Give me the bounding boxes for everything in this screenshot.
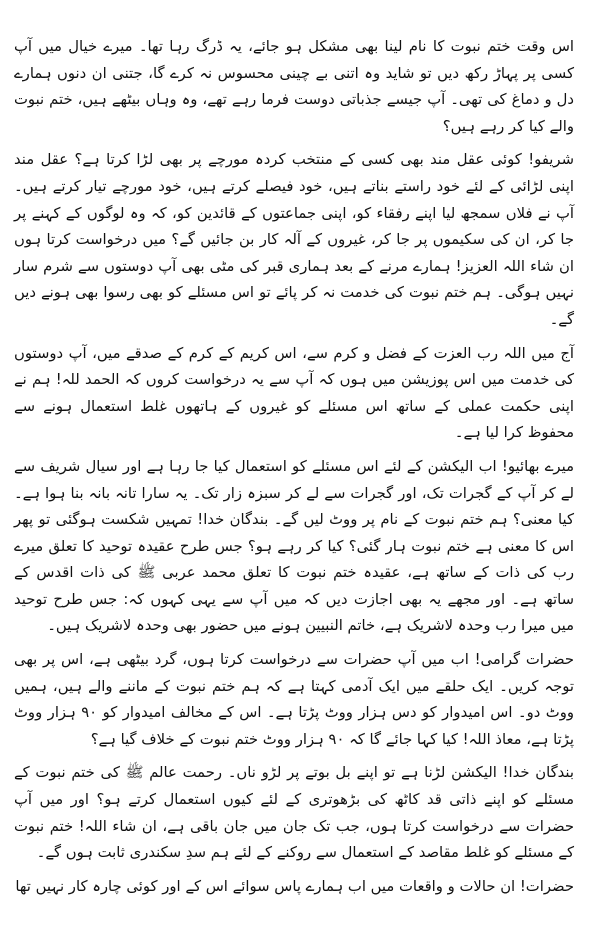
document-page bbox=[14, 34, 574, 907]
paragraph-7: حضرات! ان حالات و واقعات میں اب ہمارے پاس سوائے اس کے اور کوئی چارہ کار نہیں تھا bbox=[15, 877, 574, 895]
paragraph-6: بندگان خدا! الیکشن لڑنا ہے تو اپنے بل بوتے پر لڑو ناں۔ رحمت عالم ﷺ کی ختم نبوت کے مسئلے کو اپنے ذاتی قد کاٹھ کی بڑھوتری کے لئے کیوں استعمال کرتے ہو؟ اور میں آپ حضرات سے درخواست کرتا ہوں، جب تک جان میں جان باقی ہے، ان شاء اللہ! ختم نبوت کے مسئلے کو غلط مقاصد کے استعمال سے روکنے کے لئے ہم سدِ سکندری ثابت ہوں گے۔ bbox=[14, 764, 574, 862]
paragraph-5: حضرات گرامی! اب میں آپ حضرات سے درخواست کرتا ہوں، گرد بیٹھی ہے، اس پر بھی توجہ کریں۔ ایک حلقے میں ایک آدمی کہتا ہے کہ ہم ختم نبوت کے ماننے والے ہیں، ہمیں ووٹ دو۔ اس امیدوار کو دس ہزار ووٹ پڑتا ہے۔ اس کے مخالف امیدوار کو ۹۰ ہزار ووٹ پڑتا ہے، معاذ اللہ! کیا کہا جائے گا کہ ۹۰ ہزار ووٹ ختم نبوت کے خلاف گیا ہے؟ bbox=[14, 651, 574, 748]
paragraph-1: اس وقت ختم نبوت کا نام لینا بھی مشکل ہو جائے، یہ ڈرگ رہا تھا۔ میرے خیال میں آپ کسی پر پہاڑ رکھ دیں تو شاید وہ اتنی بے چینی محسوس نہ کرے گا، جتنی ان دنوں ہمارے دل و دماغ کی تھی۔ آپ جیسے جذباتی دوست فرما رہے تھے، وہ وہاں بیٹھے ہیں، ختم نبوت والے کیا کر رہے ہیں؟ bbox=[14, 38, 574, 135]
paragraph-2: شریفو! کوئی عقل مند بھی کسی کے منتخب کردہ مورچے پر بھی لڑا کرتا ہے؟ عقل مند اپنی لڑائی کے لئے خود راستے بناتے ہیں، خود فیصلے کرتے ہیں، خود مورچے تیار کرتے ہیں۔ آپ نے فلاں سمجھ لیا اپنے رفقاء کو، اپنی جماعتوں کے قائدین کو، کہ وہ لوگوں کے کہنے پر جا کر، ان کی سکیموں پر جا کر، غیروں کے آلہ کار بن جائیں گے؟ میں درخواست کرتا ہوں ان شاء اللہ العزیز! ہمارے مرنے کے بعد ہماری قبر کی مٹی بھی آپ دوستوں سے شرم سار نہیں ہوگی۔ ہم ختم نبوت کی خدمت نہ کر پائے تو اس مسئلے کو بھی رسوا بھی ہونے دیں گے۔ bbox=[14, 151, 574, 328]
paragraph-3: آج میں اللہ رب العزت کے فضل و کرم سے، اس کریم کے کرم کے صدقے میں، آپ دوستوں کی خدمت میں اس پوزیشن میں ہوں کہ آپ سے یہ درخواست کروں کہ الحمد للہ! ہم نے اپنی حکمت عملی کے ساتھ اس مسئلے کو غیروں کے ہاتھوں غلط استعمال ہونے سے محفوظ کرا لیا ہے۔ bbox=[14, 344, 574, 442]
paragraph-4: میرے بھائیو! اب الیکشن کے لئے اس مسئلے کو استعمال کیا جا رہا ہے اور سیال شریف سے لے کر آپ کے گجرات تک، اور گجرات سے لے کر سبزہ زار تک۔ یہ سارا تانہ بانہ بنا ہوا ہے۔ کیا معنی؟ ہم ختم نبوت کے نام پر ووٹ لیں گے۔ بندگان خدا! تمہیں شکست ہوگئی تو پھر اس کا معنی ہے ختم نبوت ہار گئی؟ کیا کر رہے ہو؟ جس طرح عقیدہ توحید کا تعلق میرے رب کی ذات کے ساتھ ہے، عقیدہ ختم نبوت کا تعلق محمد عربی ﷺ کی ذات اقدس کے ساتھ ہے۔ اور مجھے یہ بھی اجازت دیں کہ میں آپ سے یہی کہوں کہ: جس طرح توحید میں میرا رب وحدہ لاشریک ہے، خاتم النبیین ہونے میں حضور بھی وحدہ لاشریک ہیں۔ bbox=[14, 457, 574, 635]
